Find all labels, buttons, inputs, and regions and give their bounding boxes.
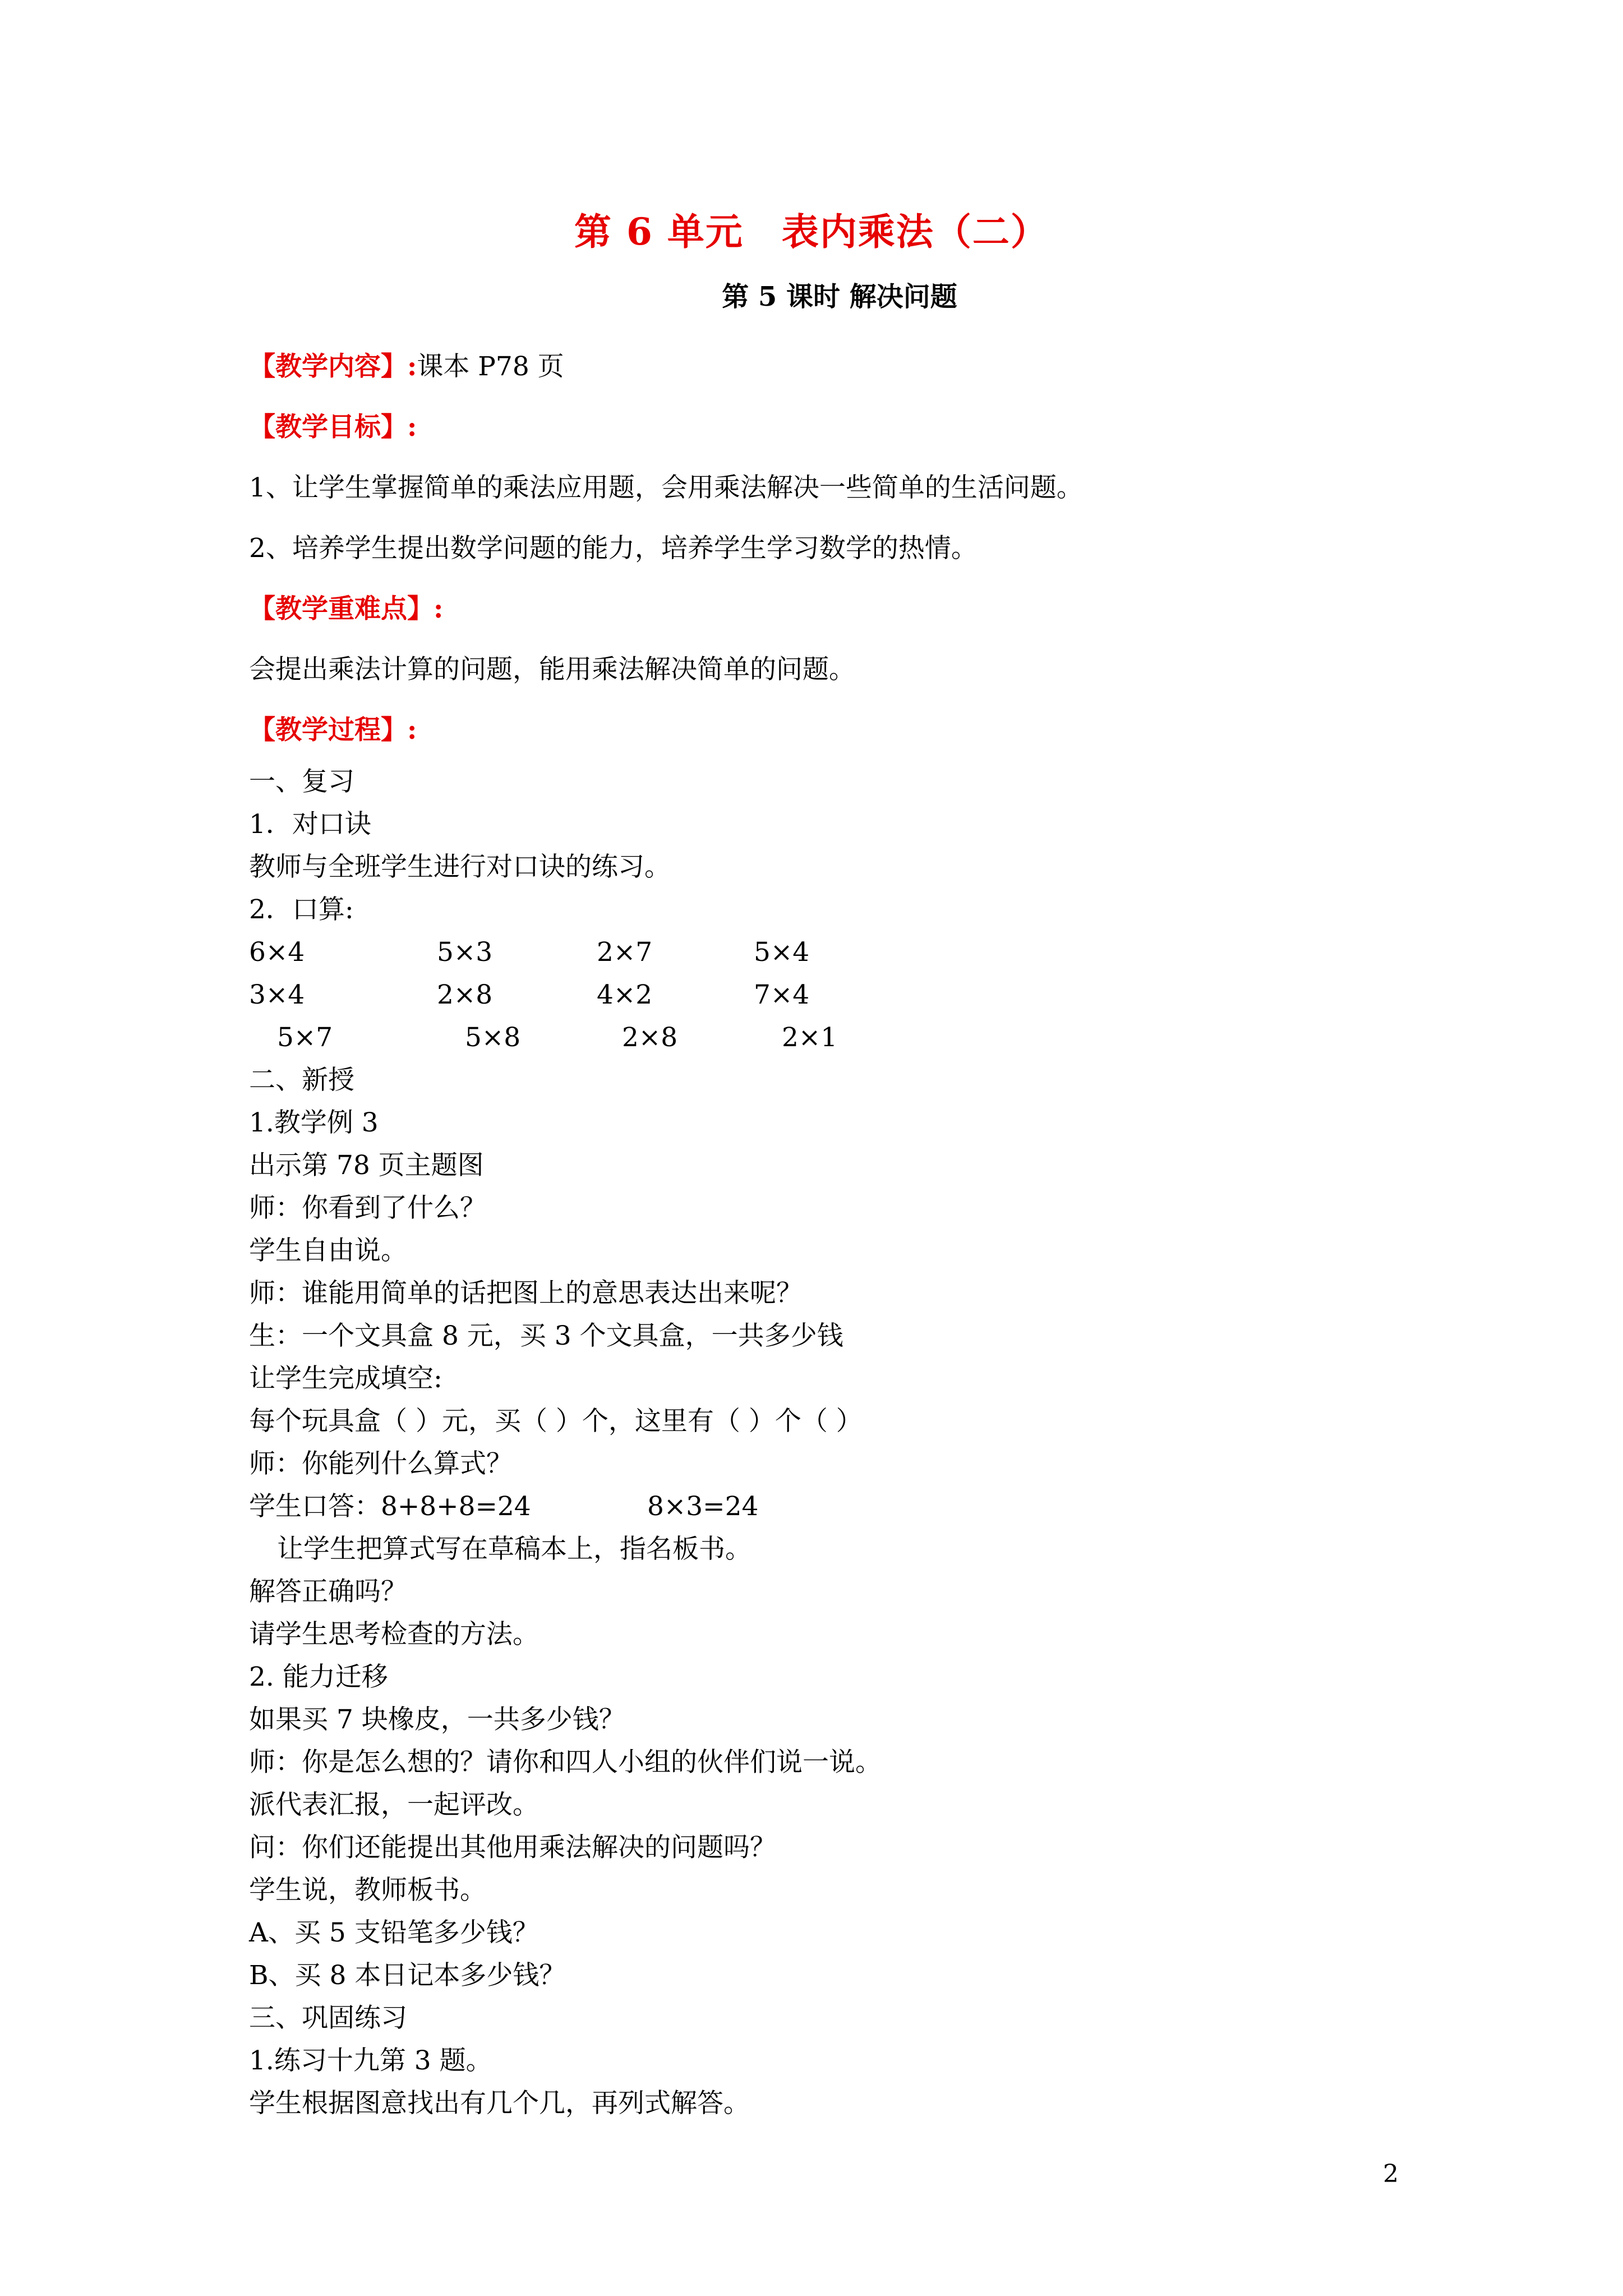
new-heading: 二、新授 <box>249 1065 354 1096</box>
calc-row <box>249 974 1399 1016</box>
page-number: 2 <box>1383 2160 1399 2188</box>
text-line: 学生根据图意找出有几个几，再列式解答。 <box>249 2088 750 2119</box>
text-line: 师：谁能用简单的话把图上的意思表达出来呢？ <box>249 1278 803 1309</box>
practice-heading: 三、巩固练习 <box>249 2003 407 2033</box>
calc-item: 5×7 <box>277 1022 333 1053</box>
calc-item: 3×4 <box>249 979 305 1010</box>
document-body <box>249 337 1399 2125</box>
page-title: 第 6 单元 表内乘法（二） <box>574 210 1049 254</box>
calc-item: 6×4 <box>249 937 305 968</box>
text-line: 请学生思考检查的方法。 <box>249 1619 539 1650</box>
review-step-text: 教师与全班学生进行对口诀的练习。 <box>249 852 671 882</box>
calc-item: 2×1 <box>782 1022 838 1053</box>
text-line: 学生说，教师板书。 <box>249 1875 486 1906</box>
text-line: 如果买 7 块橡皮，一共多少钱？ <box>249 1704 625 1735</box>
text-line: 问：你们还能提出其他用乘法解决的问题吗？ <box>249 1832 776 1863</box>
text-line: 1.教学例 3 <box>249 1107 379 1138</box>
calc-item: 2×7 <box>597 937 653 968</box>
answer-b: 8×3=24 <box>647 1491 759 1522</box>
content-line <box>249 337 1399 397</box>
text-line: 派代表汇报，一起评改。 <box>249 1789 539 1820</box>
goal-item: 1、让学生掌握简单的乘法应用题，会用乘法解决一些简单的生活问题。 <box>249 472 1083 503</box>
calc-item: 5×3 <box>437 937 493 968</box>
text-line: 师：你看到了什么？ <box>249 1193 486 1223</box>
section-label-content: 【教学内容】: <box>249 351 417 382</box>
text-line: 师：你是怎么想的？请你和四人小组的伙伴们说一说。 <box>249 1747 882 1778</box>
calc-item: 5×8 <box>465 1022 521 1053</box>
review-step: 2．口算: <box>249 894 354 925</box>
calc-item: 2×8 <box>437 979 493 1010</box>
section-label-goals: 【教学目标】: <box>249 412 417 443</box>
text-line: 1.练习十九第 3 题。 <box>249 2045 492 2076</box>
content-value: 课本 P78 页 <box>417 351 564 382</box>
text-line: 解答正确吗？ <box>249 1576 407 1607</box>
calc-item: 5×4 <box>754 937 810 968</box>
goal-item: 2、培养学生提出数学问题的能力，培养学生学习数学的热情。 <box>249 533 978 564</box>
text-line: 每个玩具盒（ ）元，买（ ）个，这里有（ ）个（ ） <box>249 1406 863 1437</box>
text-line: 生：一个文具盒 8 元，买 3 个文具盒，一共多少钱 <box>249 1320 843 1351</box>
answer-a: 学生口答：8+8+8=24 <box>249 1491 531 1522</box>
keypoints-text: 会提出乘法计算的问题，能用乘法解决简单的问题。 <box>249 654 855 685</box>
calc-row <box>249 931 1399 974</box>
text-line: 师：你能列什么算式？ <box>249 1448 513 1479</box>
calc-item: 2×8 <box>622 1022 678 1053</box>
text-line: 出示第 78 页主题图 <box>249 1150 484 1181</box>
text-line: 让学生把算式写在草稿本上，指名板书。 <box>277 1534 751 1565</box>
text-line: 让学生完成填空: <box>249 1363 442 1394</box>
answer-line <box>249 1485 1399 1528</box>
section-label-process: 【教学过程】: <box>249 715 417 746</box>
calc-item: 7×4 <box>754 979 810 1010</box>
review-heading: 一、复习 <box>249 766 354 797</box>
text-line: B、买 8 本日记本多少钱？ <box>249 1960 566 1991</box>
text-line: 学生自由说。 <box>249 1235 407 1266</box>
calc-row <box>249 1016 1399 1059</box>
section-label-keypoints: 【教学重难点】: <box>249 593 444 624</box>
lesson-subtitle: 第 5 课时 解决问题 <box>722 281 957 312</box>
text-line: A、买 5 支铅笔多少钱？ <box>249 1917 539 1948</box>
calc-item: 4×2 <box>597 979 653 1010</box>
review-step: 1．对口诀 <box>249 809 371 840</box>
text-line: 2. 能力迁移 <box>249 1662 388 1692</box>
